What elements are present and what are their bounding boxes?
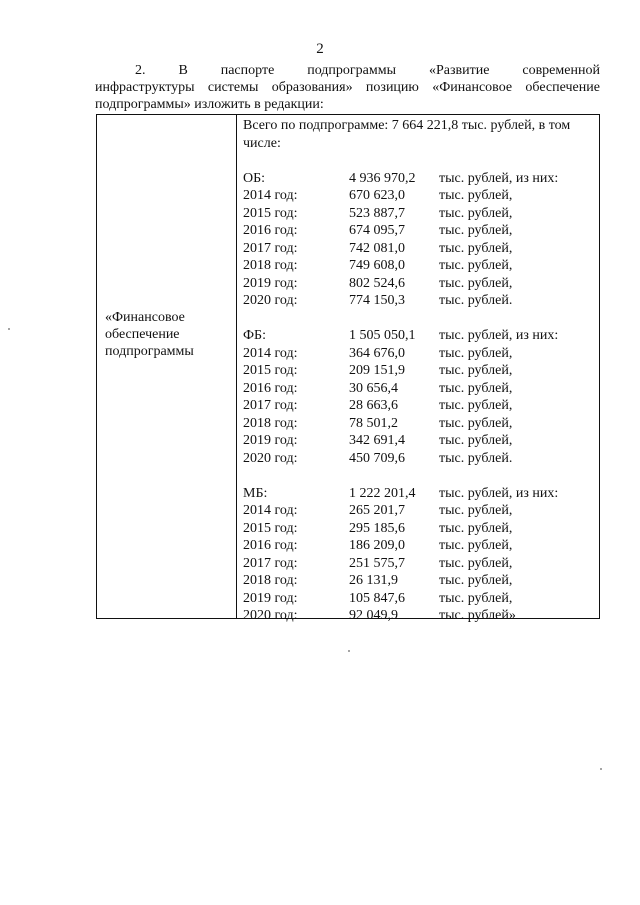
- funding-block: [243, 327, 599, 467]
- row-label: 2014 год:: [243, 503, 298, 518]
- row-amount: 342 691,4: [349, 433, 405, 448]
- funding-blocks: [243, 170, 599, 625]
- row-amount: 186 209,0: [349, 538, 405, 553]
- row-unit: тыс. рублей,: [439, 590, 513, 606]
- row-unit: тыс. рублей,: [439, 520, 513, 536]
- row-label: 2015 год:: [243, 363, 298, 378]
- row-label: 2017 год:: [243, 240, 298, 256]
- row-amount: 670 623,0: [349, 188, 405, 203]
- row-unit: тыс. рублей,: [439, 573, 513, 588]
- row-amount: 450 709,6: [349, 450, 405, 466]
- row-amount: 28 663,6: [349, 398, 398, 413]
- row-label: 2018 год:: [243, 415, 298, 431]
- row-unit: тыс. рублей,: [439, 380, 513, 396]
- funding-block: [243, 485, 599, 625]
- row-unit: тыс. рублей,: [439, 258, 513, 273]
- row-amount: 4 936 970,2: [349, 170, 416, 186]
- intro-line-1: [95, 62, 600, 79]
- intro-word: позицию: [365, 80, 419, 95]
- row-unit: тыс. рублей,: [439, 223, 513, 238]
- scan-speck: [348, 650, 350, 652]
- funding-year-row: [243, 380, 599, 398]
- total-line-cont: числе:: [243, 135, 281, 151]
- row-unit: тыс. рублей, из них:: [439, 328, 559, 343]
- funding-year-row: [243, 555, 599, 573]
- row-amount: 78 501,2: [349, 415, 398, 431]
- funding-year-row: [243, 240, 599, 258]
- scan-speck: [8, 328, 10, 330]
- row-unit: тыс. рублей, из них:: [439, 485, 559, 501]
- funding-year-row: [243, 275, 599, 293]
- funding-year-row: [243, 345, 599, 363]
- row-unit: тыс. рублей.: [439, 450, 513, 466]
- intro-word: системы: [207, 80, 259, 95]
- row-amount: 209 151,9: [349, 363, 405, 378]
- row-amount: 295 185,6: [349, 520, 405, 536]
- intro-word: инфраструктуры: [95, 80, 195, 95]
- row-unit: тыс. рублей,: [439, 398, 513, 413]
- row-unit: тыс. рублей,: [439, 503, 513, 518]
- funding-block: [243, 170, 599, 310]
- row-amount: 364 676,0: [349, 345, 405, 361]
- row-label: 2019 год:: [243, 275, 298, 291]
- position-label-line: обеспечение: [105, 327, 180, 342]
- intro-line-2: [95, 79, 600, 96]
- row-unit: тыс. рублей,: [439, 415, 513, 431]
- intro-word: паспорте: [220, 63, 275, 78]
- funding-year-row: [243, 397, 599, 415]
- intro-word: образования»: [271, 80, 353, 95]
- row-label: 2019 год:: [243, 433, 298, 448]
- funding-year-row: [243, 590, 599, 608]
- table-left-cell: [97, 115, 237, 618]
- row-amount: 26 131,9: [349, 573, 398, 588]
- row-amount: 802 524,6: [349, 275, 405, 291]
- row-label: 2014 год:: [243, 345, 298, 361]
- funding-year-row: [243, 415, 599, 433]
- row-unit: тыс. рублей,: [439, 345, 513, 361]
- funding-year-row: [243, 222, 599, 240]
- funding-year-row: [243, 537, 599, 555]
- intro-word: современной: [522, 63, 600, 78]
- table-right-cell: [237, 115, 599, 623]
- funding-table: [96, 114, 600, 623]
- row-label: 2018 год:: [243, 258, 298, 273]
- row-unit: тыс. рублей,: [439, 433, 513, 448]
- row-label: 2020 год:: [243, 608, 298, 623]
- row-unit: тыс. рублей,: [439, 275, 513, 291]
- intro-paragraph: [95, 62, 600, 113]
- row-unit: тыс. рублей,: [439, 188, 513, 203]
- row-amount: 251 575,7: [349, 555, 405, 571]
- row-amount: 774 150,3: [349, 293, 405, 308]
- row-amount: 1 222 201,4: [349, 485, 416, 501]
- intro-word: «Развитие: [428, 63, 490, 78]
- row-label: 2017 год:: [243, 555, 298, 571]
- funding-year-row: [243, 205, 599, 223]
- row-unit: тыс. рублей»: [439, 608, 516, 623]
- row-label: 2020 год:: [243, 450, 298, 466]
- row-label: ОБ:: [243, 170, 266, 186]
- row-amount: 105 847,6: [349, 590, 405, 606]
- row-unit: тыс. рублей,: [439, 538, 513, 553]
- funding-year-row: [243, 572, 599, 590]
- intro-line-3: подпрограммы» изложить в редакции:: [95, 97, 324, 112]
- intro-word: «Финансовое: [432, 80, 513, 95]
- position-label-line: подпрограммы: [105, 344, 194, 359]
- funding-year-row: [243, 257, 599, 275]
- page-number: 2: [316, 41, 324, 57]
- position-label-line: «Финансовое: [105, 310, 185, 325]
- row-amount: 523 887,7: [349, 205, 405, 221]
- row-label: 2016 год:: [243, 223, 298, 238]
- row-label: МБ:: [243, 485, 268, 501]
- row-amount: 92 049,9: [349, 608, 398, 623]
- funding-block-header: [243, 485, 599, 503]
- row-label: 2017 год:: [243, 398, 298, 413]
- row-unit: тыс. рублей,: [439, 555, 513, 571]
- row-unit: тыс. рублей.: [439, 293, 513, 308]
- row-label: 2015 год:: [243, 520, 298, 536]
- intro-word: подпрограммы: [307, 63, 397, 78]
- funding-year-row: [243, 187, 599, 205]
- row-label: 2014 год:: [243, 188, 298, 203]
- row-label: 2018 год:: [243, 573, 298, 588]
- intro-word: 2.: [135, 63, 146, 78]
- funding-year-row: [243, 292, 599, 310]
- funding-year-row: [243, 362, 599, 380]
- row-label: ФБ:: [243, 328, 266, 343]
- funding-block-header: [243, 170, 599, 188]
- funding-year-row: [243, 502, 599, 520]
- funding-year-row: [243, 432, 599, 450]
- row-amount: 1 505 050,1: [349, 328, 416, 343]
- row-amount: 30 656,4: [349, 380, 398, 396]
- funding-year-row: [243, 520, 599, 538]
- row-label: 2019 год:: [243, 590, 298, 606]
- intro-word: В: [178, 63, 188, 78]
- row-label: 2016 год:: [243, 538, 298, 553]
- row-unit: тыс. рублей,: [439, 363, 513, 378]
- funding-year-row: [243, 607, 599, 625]
- intro-word: обеспечение: [525, 80, 600, 95]
- position-label: [105, 309, 233, 360]
- row-amount: 674 095,7: [349, 223, 405, 238]
- row-amount: 742 081,0: [349, 240, 405, 256]
- row-amount: 749 608,0: [349, 258, 405, 273]
- row-amount: 265 201,7: [349, 503, 405, 518]
- row-unit: тыс. рублей,: [439, 205, 513, 221]
- scan-speck: [600, 768, 602, 770]
- total-line: Всего по подпрограмме: 7 664 221,8 тыс. рублей, в том: [243, 118, 571, 133]
- row-unit: тыс. рублей,: [439, 240, 513, 256]
- row-label: 2016 год:: [243, 380, 298, 396]
- funding-year-row: [243, 450, 599, 468]
- funding-block-header: [243, 327, 599, 345]
- row-label: 2015 год:: [243, 205, 298, 221]
- row-unit: тыс. рублей, из них:: [439, 170, 559, 186]
- row-label: 2020 год:: [243, 293, 298, 308]
